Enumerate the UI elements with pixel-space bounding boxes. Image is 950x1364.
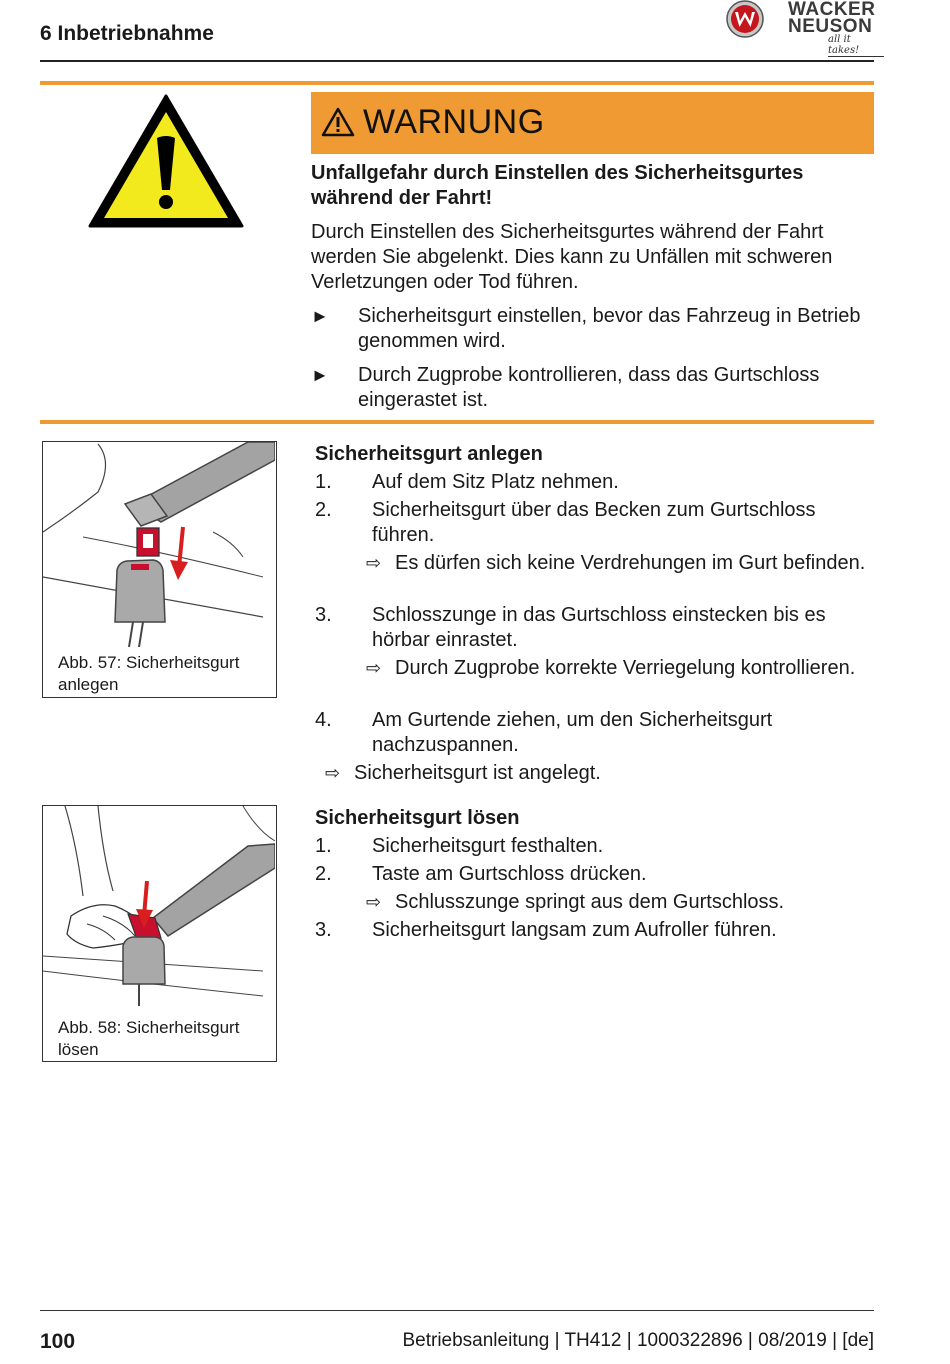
- step-text: Sicherheitsgurt festhalten.: [372, 835, 604, 857]
- seatbelt-release-illustration: [43, 806, 275, 1011]
- brand-logo: [724, 0, 884, 56]
- step-number: 2.: [315, 863, 332, 885]
- brand-tagline: all it takes!: [828, 34, 884, 57]
- step-number: 1.: [315, 471, 332, 493]
- step-item: [315, 834, 875, 859]
- brand-wordmark: [788, 1, 875, 35]
- document-info: Betriebsanleitung | TH412 | 1000322896 | 08/2019 | [de]: [402, 1330, 874, 1351]
- section-heading-fasten: Sicherheitsgurt anlegen: [315, 443, 543, 465]
- step-item: [315, 498, 875, 548]
- warning-action-text: Sicherheitsgurt einstellen, bevor das Fahrzeug in Betrieb genommen wird.: [358, 305, 861, 352]
- step-item: [315, 708, 875, 758]
- header-rule: [40, 60, 874, 62]
- figure-caption: Abb. 58: Sicherheitsgurt lösen: [58, 1018, 240, 1059]
- step-text: Sicherheitsgurt langsam zum Aufroller führen.: [372, 919, 777, 941]
- footer-rule: [40, 1310, 874, 1311]
- step-item: [315, 470, 875, 495]
- brand-line-2: NEUSON: [788, 16, 873, 37]
- step-text: Am Gurtende ziehen, um den Sicherheitsgurt nachzuspannen.: [372, 709, 773, 756]
- result-text: Es dürfen sich keine Verdrehungen im Gurt befinden.: [395, 552, 866, 574]
- result-arrow-icon: ⇨: [366, 658, 382, 678]
- seatbelt-fasten-illustration: [43, 442, 275, 647]
- figure-caption: Abb. 57: Sicherheitsgurt anlegen: [58, 653, 240, 694]
- warning-top-rule: [40, 81, 874, 85]
- section-heading-release: Sicherheitsgurt lösen: [315, 807, 520, 829]
- result-arrow-icon: ⇨: [325, 763, 341, 783]
- warning-body: Durch Einstellen des Sicherheitsgurtes während der Fahrt werden Sie abgelenkt. Dies kann zu Unfällen mit schweren Verletzungen oder Tod führen.: [311, 221, 833, 293]
- step-text: Sicherheitsgurt über das Becken zum Gurtschloss führen.: [372, 499, 816, 546]
- result-item: [366, 551, 876, 601]
- figure-fasten-belt: [42, 441, 277, 698]
- warning-banner: [311, 92, 874, 154]
- warning-heading: Unfallgefahr durch Einstellen des Sicherheitsgurtes während der Fahrt!: [311, 162, 804, 209]
- hazard-warning-icon: [86, 92, 246, 232]
- step-text: Schlosszunge in das Gurtschloss einstecken bis es hörbar einrastet.: [372, 604, 826, 651]
- warning-bottom-rule: [40, 420, 874, 424]
- brand-wheel-icon: [726, 0, 764, 38]
- step-number: 1.: [315, 835, 332, 857]
- chapter-title: 6 Inbetriebnahme: [40, 22, 214, 45]
- step-number: 2.: [315, 499, 332, 521]
- warning-action-item: [311, 363, 874, 413]
- arrow-bullet-icon: ►: [311, 306, 329, 326]
- brand-line-1: WACKER: [788, 0, 876, 20]
- step-text: Taste am Gurtschloss drücken.: [372, 863, 647, 885]
- warning-title: WARNUNG: [363, 103, 545, 141]
- result-item: [366, 890, 876, 915]
- step-text: Auf dem Sitz Platz nehmen.: [372, 471, 619, 493]
- arrow-bullet-icon: ►: [311, 365, 329, 385]
- warning-action-text: Durch Zugprobe kontrollieren, dass das Gurtschloss eingerastet ist.: [358, 364, 820, 411]
- result-text: Schlusszunge springt aus dem Gurtschloss.: [395, 891, 785, 913]
- step-number: 3.: [315, 919, 332, 941]
- figure-release-belt: [42, 805, 277, 1062]
- result-arrow-icon: ⇨: [366, 892, 382, 912]
- result-arrow-icon: ⇨: [366, 553, 382, 573]
- step-item: [315, 862, 875, 887]
- step-number: 4.: [315, 709, 332, 731]
- page-number: 100: [40, 1330, 76, 1353]
- final-result-item: [325, 761, 835, 786]
- step-item: [315, 918, 875, 943]
- small-warning-icon: [321, 107, 355, 137]
- warning-action-item: [311, 304, 874, 354]
- step-number: 3.: [315, 604, 332, 626]
- result-item: [366, 656, 876, 706]
- final-result-text: Sicherheitsgurt ist angelegt.: [354, 762, 601, 784]
- result-text: Durch Zugprobe korrekte Verriegelung kontrollieren.: [395, 657, 856, 679]
- step-item: [315, 603, 875, 653]
